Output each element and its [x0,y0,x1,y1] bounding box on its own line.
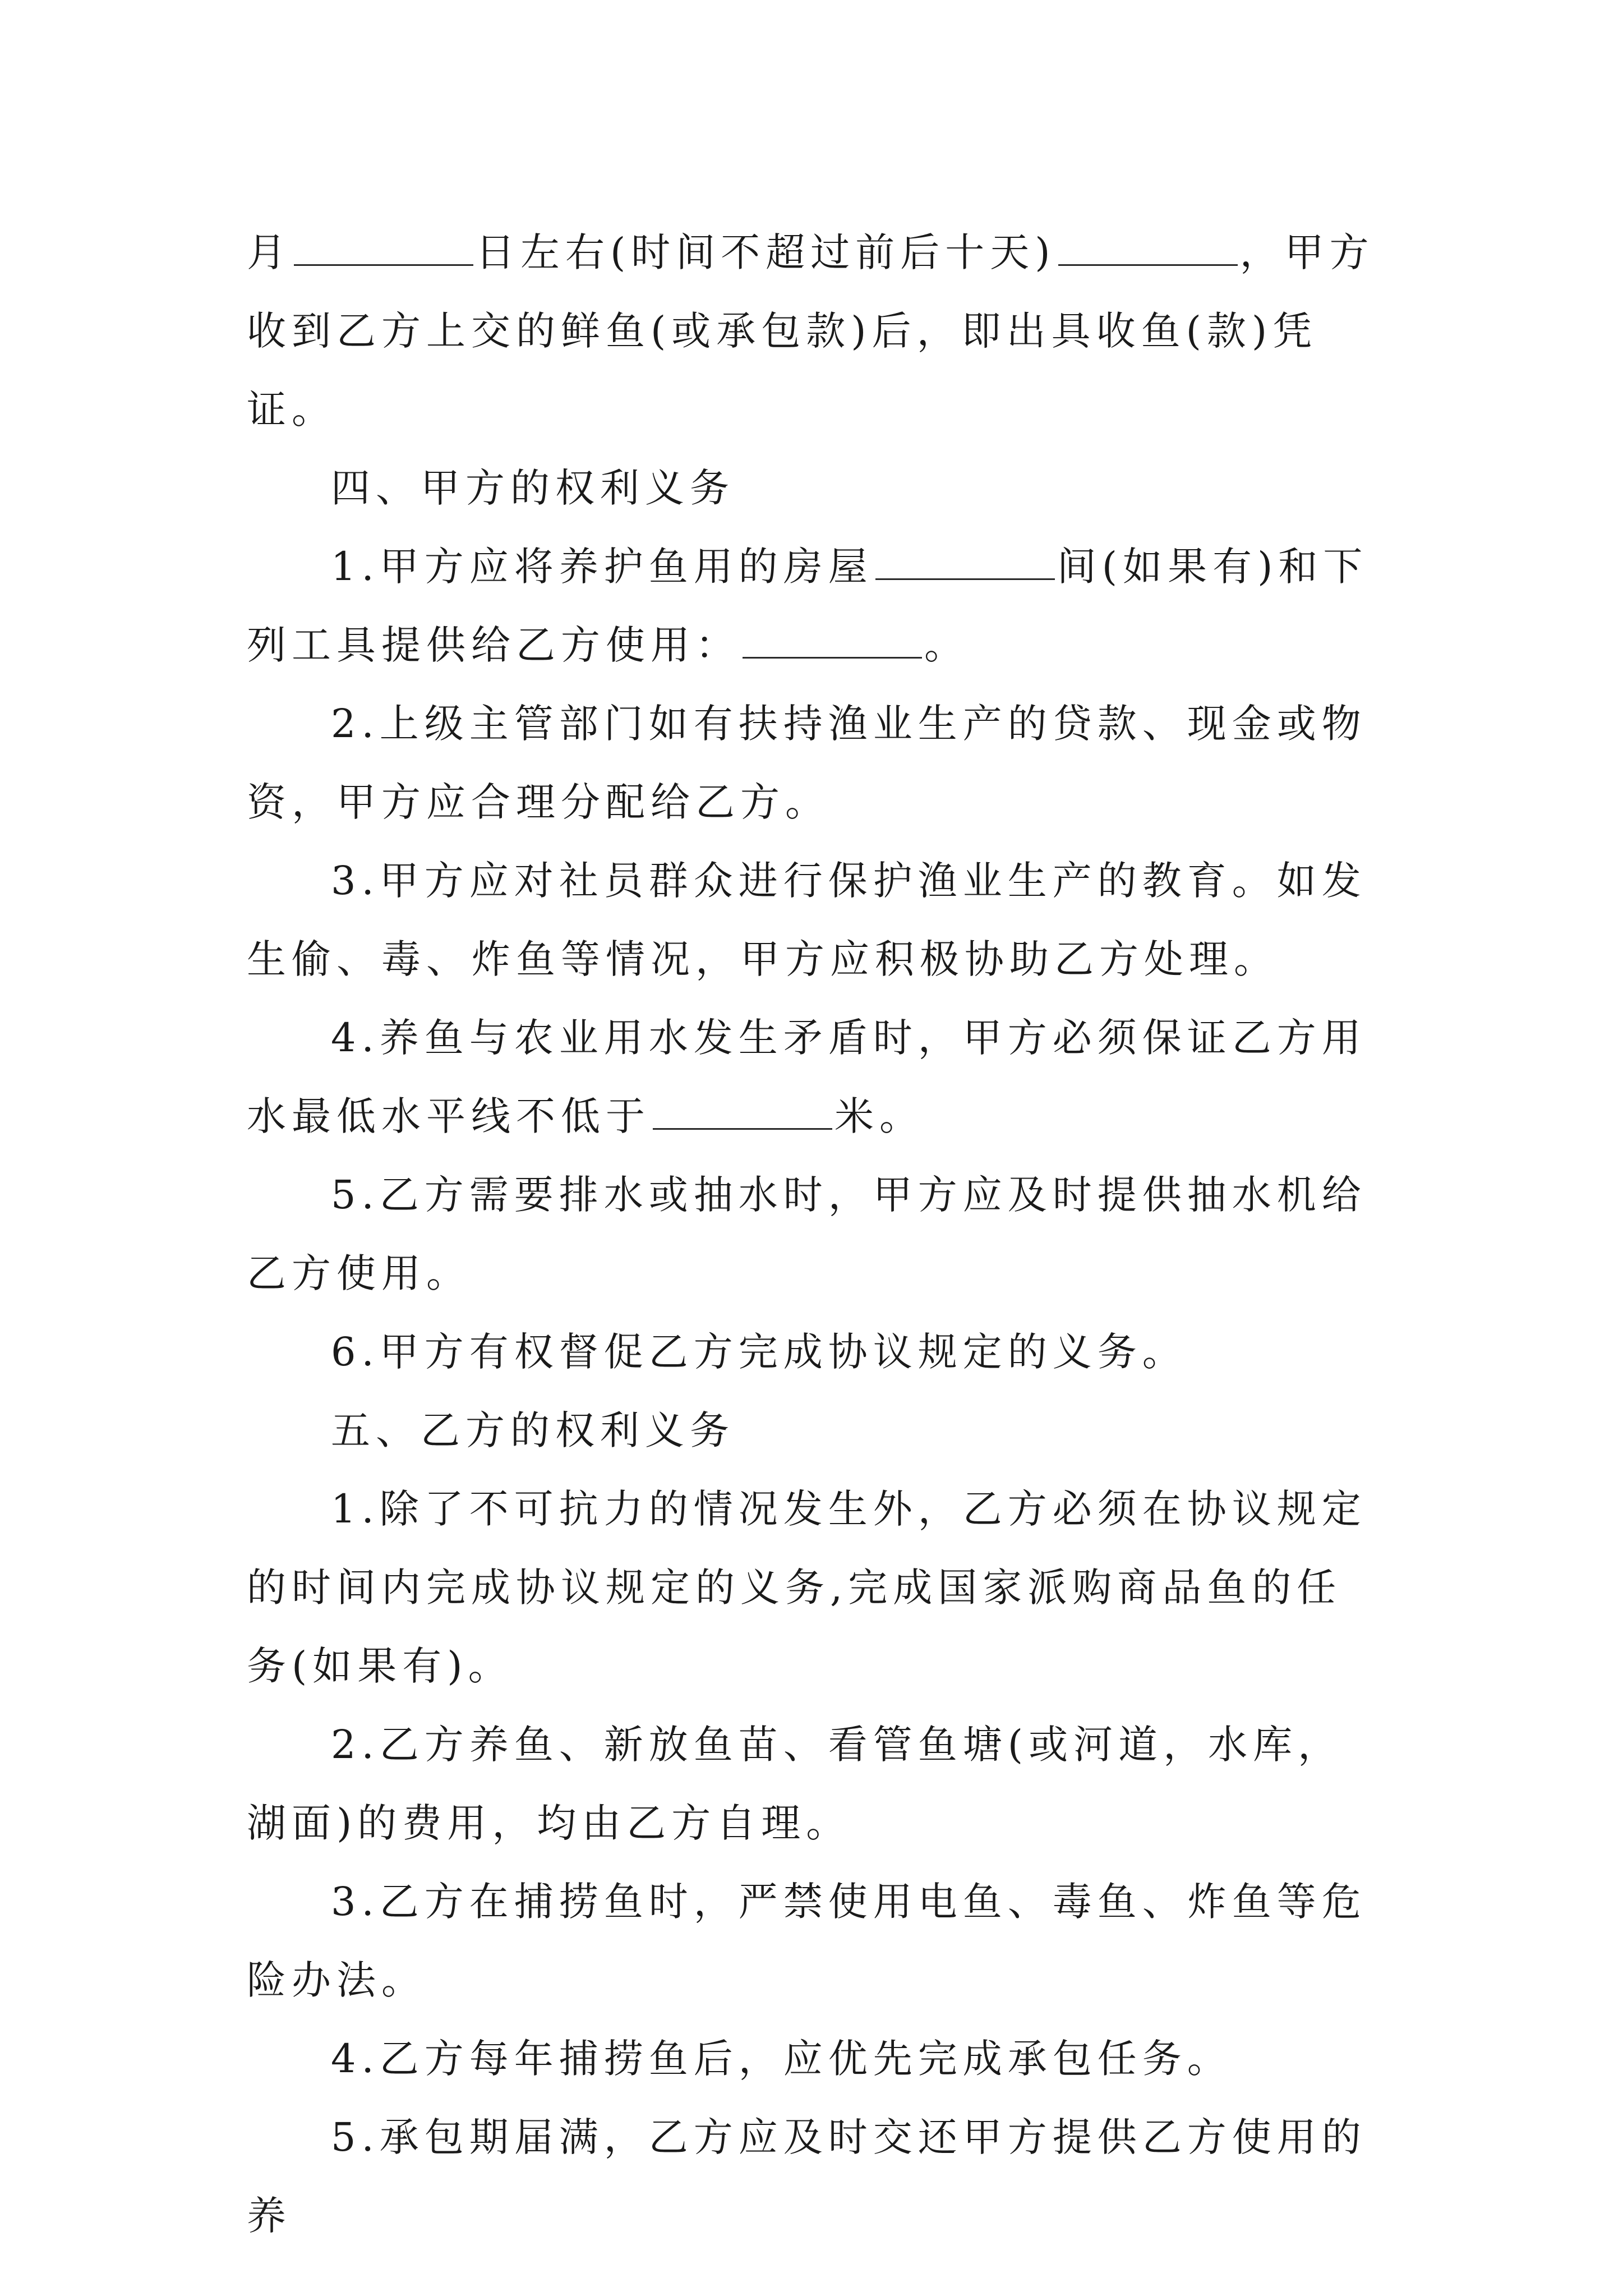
clause-a-3: 3.甲方应对社员群众进行保护渔业生产的教育。如发生偷、毒、炸鱼等情况，甲方应积极协助乙方处理。 [247,858,1367,982]
text-segment: 4.养鱼与农业用水发生矛盾时，甲方必须保证乙方用水最低水平线不低于 [247,1015,1367,1139]
clause-b-4: 4.乙方每年捕捞鱼后，应优先完成承包任务。 [331,2036,1232,2082]
clause-a-1 [247,527,1380,684]
fill-in-blank [875,545,1055,580]
clause-b-5: 5.承包期届满，乙方应及时交还甲方提供乙方使用的养 [247,2114,1367,2239]
text-segment: 间(如果有)和下列工具提供给乙方使用： [247,544,1368,668]
fill-in-blank [653,1094,832,1130]
clause-a-4 [247,999,1380,1156]
section-heading-party-a: 四、甲方的权利义务 [331,465,735,511]
text-segment: 日左右(时间不超过前后十天) [476,229,1056,275]
fill-in-blank [294,231,473,266]
clause-a-2: 2.上级主管部门如有扶持渔业生产的贷款、现金或物资，甲方应合理分配给乙方。 [247,701,1367,825]
text-segment: 1.甲方应将养护鱼用的房屋 [331,544,873,590]
clause-b-3: 3.乙方在捕捞鱼时，严禁使用电鱼、毒鱼、炸鱼等危险办法。 [247,1879,1367,2003]
clause-b-2: 2.乙方养鱼、新放鱼苗、看管鱼塘(或河道，水库，湖面)的费用，均由乙方自理。 [247,1722,1343,1846]
clause-a-6: 6.甲方有权督促乙方完成协议规定的义务。 [331,1329,1187,1375]
clause-a-5: 5.乙方需要排水或抽水时，甲方应及时提供抽水机给乙方使用。 [247,1172,1367,1296]
document-body [247,213,1380,2255]
fill-in-blank [743,623,922,659]
text-segment: 。 [924,622,969,668]
fill-in-blank [1058,231,1238,266]
section-heading-party-b: 五、乙方的权利义务 [331,1407,735,1453]
text-segment: 月 [247,229,292,275]
text-segment: ，甲方收到乙方上交的鲜鱼(或承包款)后，即出具收鱼(款)凭证。 [247,229,1375,432]
text-segment: 米。 [834,1093,924,1139]
paragraph-continuation [247,213,1380,449]
clause-b-1: 1.除了不可抗力的情况发生外，乙方必须在协议规定的时间内完成协议规定的义务,完成国家派购商品鱼的任务(如果有)。 [247,1486,1367,1689]
